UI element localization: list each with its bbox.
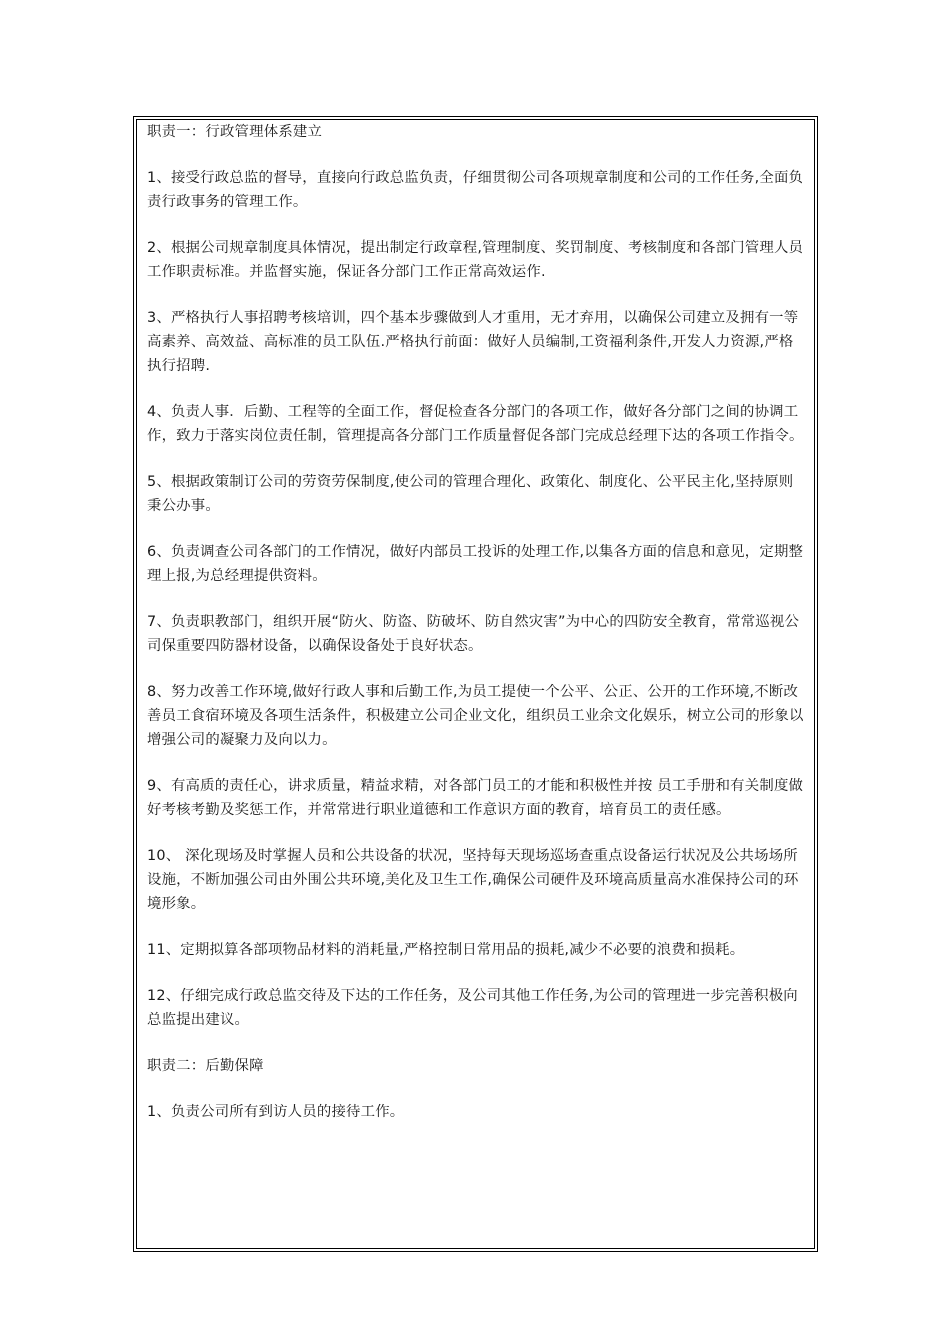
- paragraph-item-duty2-1: 1、负责公司所有到访人员的接待工作。: [147, 1104, 405, 1120]
- document-body: [147, 120, 806, 1124]
- paragraph-item-6: 6、负责调查公司各部门的工作情况，做好内部员工投诉的处理工作,以集各方面的信息和意见，定期整理上报,为总经理提供资料。: [147, 544, 804, 584]
- paragraph-item-4: 4、负责人事．后勤、工程等的全面工作，督促检查各分部门的各项工作，做好各分部门之间的协调工作，致力于落实岗位责任制，管理提高各分部门工作质量督促各部门完成总经理下达的各项工作指令。: [147, 404, 804, 444]
- document-frame: [133, 116, 818, 1252]
- paragraph-item-3: 3、严格执行人事招聘考核培训，四个基本步骤做到人才重用，无才弃用，以确保公司建立及拥有一等高素养、高效益、高标准的员工队伍.严格执行前面：做好人员编制,工资福利条件,开发人力资源,严格执行招聘.: [147, 310, 799, 374]
- section-heading-duty-1: 职责一：行政管理体系建立: [147, 124, 323, 140]
- paragraph-item-2: 2、根据公司规章制度具体情况，提出制定行政章程,管理制度、奖罚制度、考核制度和各部门管理人员工作职责标准。并监督实施，保证各分部门工作正常高效运作.: [147, 240, 804, 280]
- paragraph-item-11: 11、定期拟算各部项物品材料的消耗量,严格控制日常用品的损耗,减少不必要的浪费和损耗。: [147, 942, 745, 958]
- paragraph-item-5: 5、根据政策制订公司的劳资劳保制度,使公司的管理合理化、政策化、制度化、公平民主化,坚持原则秉公办事。: [147, 474, 794, 514]
- paragraph-item-7: 7、负责职教部门，组织开展“防火、防盗、防破坏、防自然灾害”为中心的四防安全教育，常常巡视公司保重要四防器材设备，以确保设备处于良好状态。: [147, 614, 800, 654]
- section-heading-duty-2: 职责二：后勤保障: [147, 1058, 264, 1074]
- paragraph-item-9: 9、有高质的责任心，讲求质量，精益求精，对各部门员工的才能和积极性并按 员工手册和有关制度做好考核考勤及奖惩工作，并常常进行职业道德和工作意识方面的教育，培育员工的责任感。: [147, 778, 804, 818]
- paragraph-item-8: 8、努力改善工作环境,做好行政人事和后勤工作,为员工提使一个公平、公正、公开的工作环境,不断改善员工食宿环境及各项生活条件，积极建立公司企业文化，组织员工业余文化娱乐，树立公司的形象以增强公司的凝聚力及向以力。: [147, 684, 804, 748]
- paragraph-item-10: 10、 深化现场及时掌握人员和公共设备的状况，坚持每天现场巡场查重点设备运行状况及公共场场所设施，不断加强公司由外围公共环境,美化及卫生工作,确保公司硬件及环境高质量高水准保持公司的环境形象。: [147, 848, 799, 912]
- paragraph-item-1: 1、接受行政总监的督导，直接向行政总监负责，仔细贯彻公司各项规章制度和公司的工作任务,全面负责行政事务的管理工作。: [147, 170, 804, 210]
- paragraph-item-12: 12、仔细完成行政总监交待及下达的工作任务，及公司其他工作任务,为公司的管理进一步完善积极向总监提出建议。: [147, 988, 798, 1028]
